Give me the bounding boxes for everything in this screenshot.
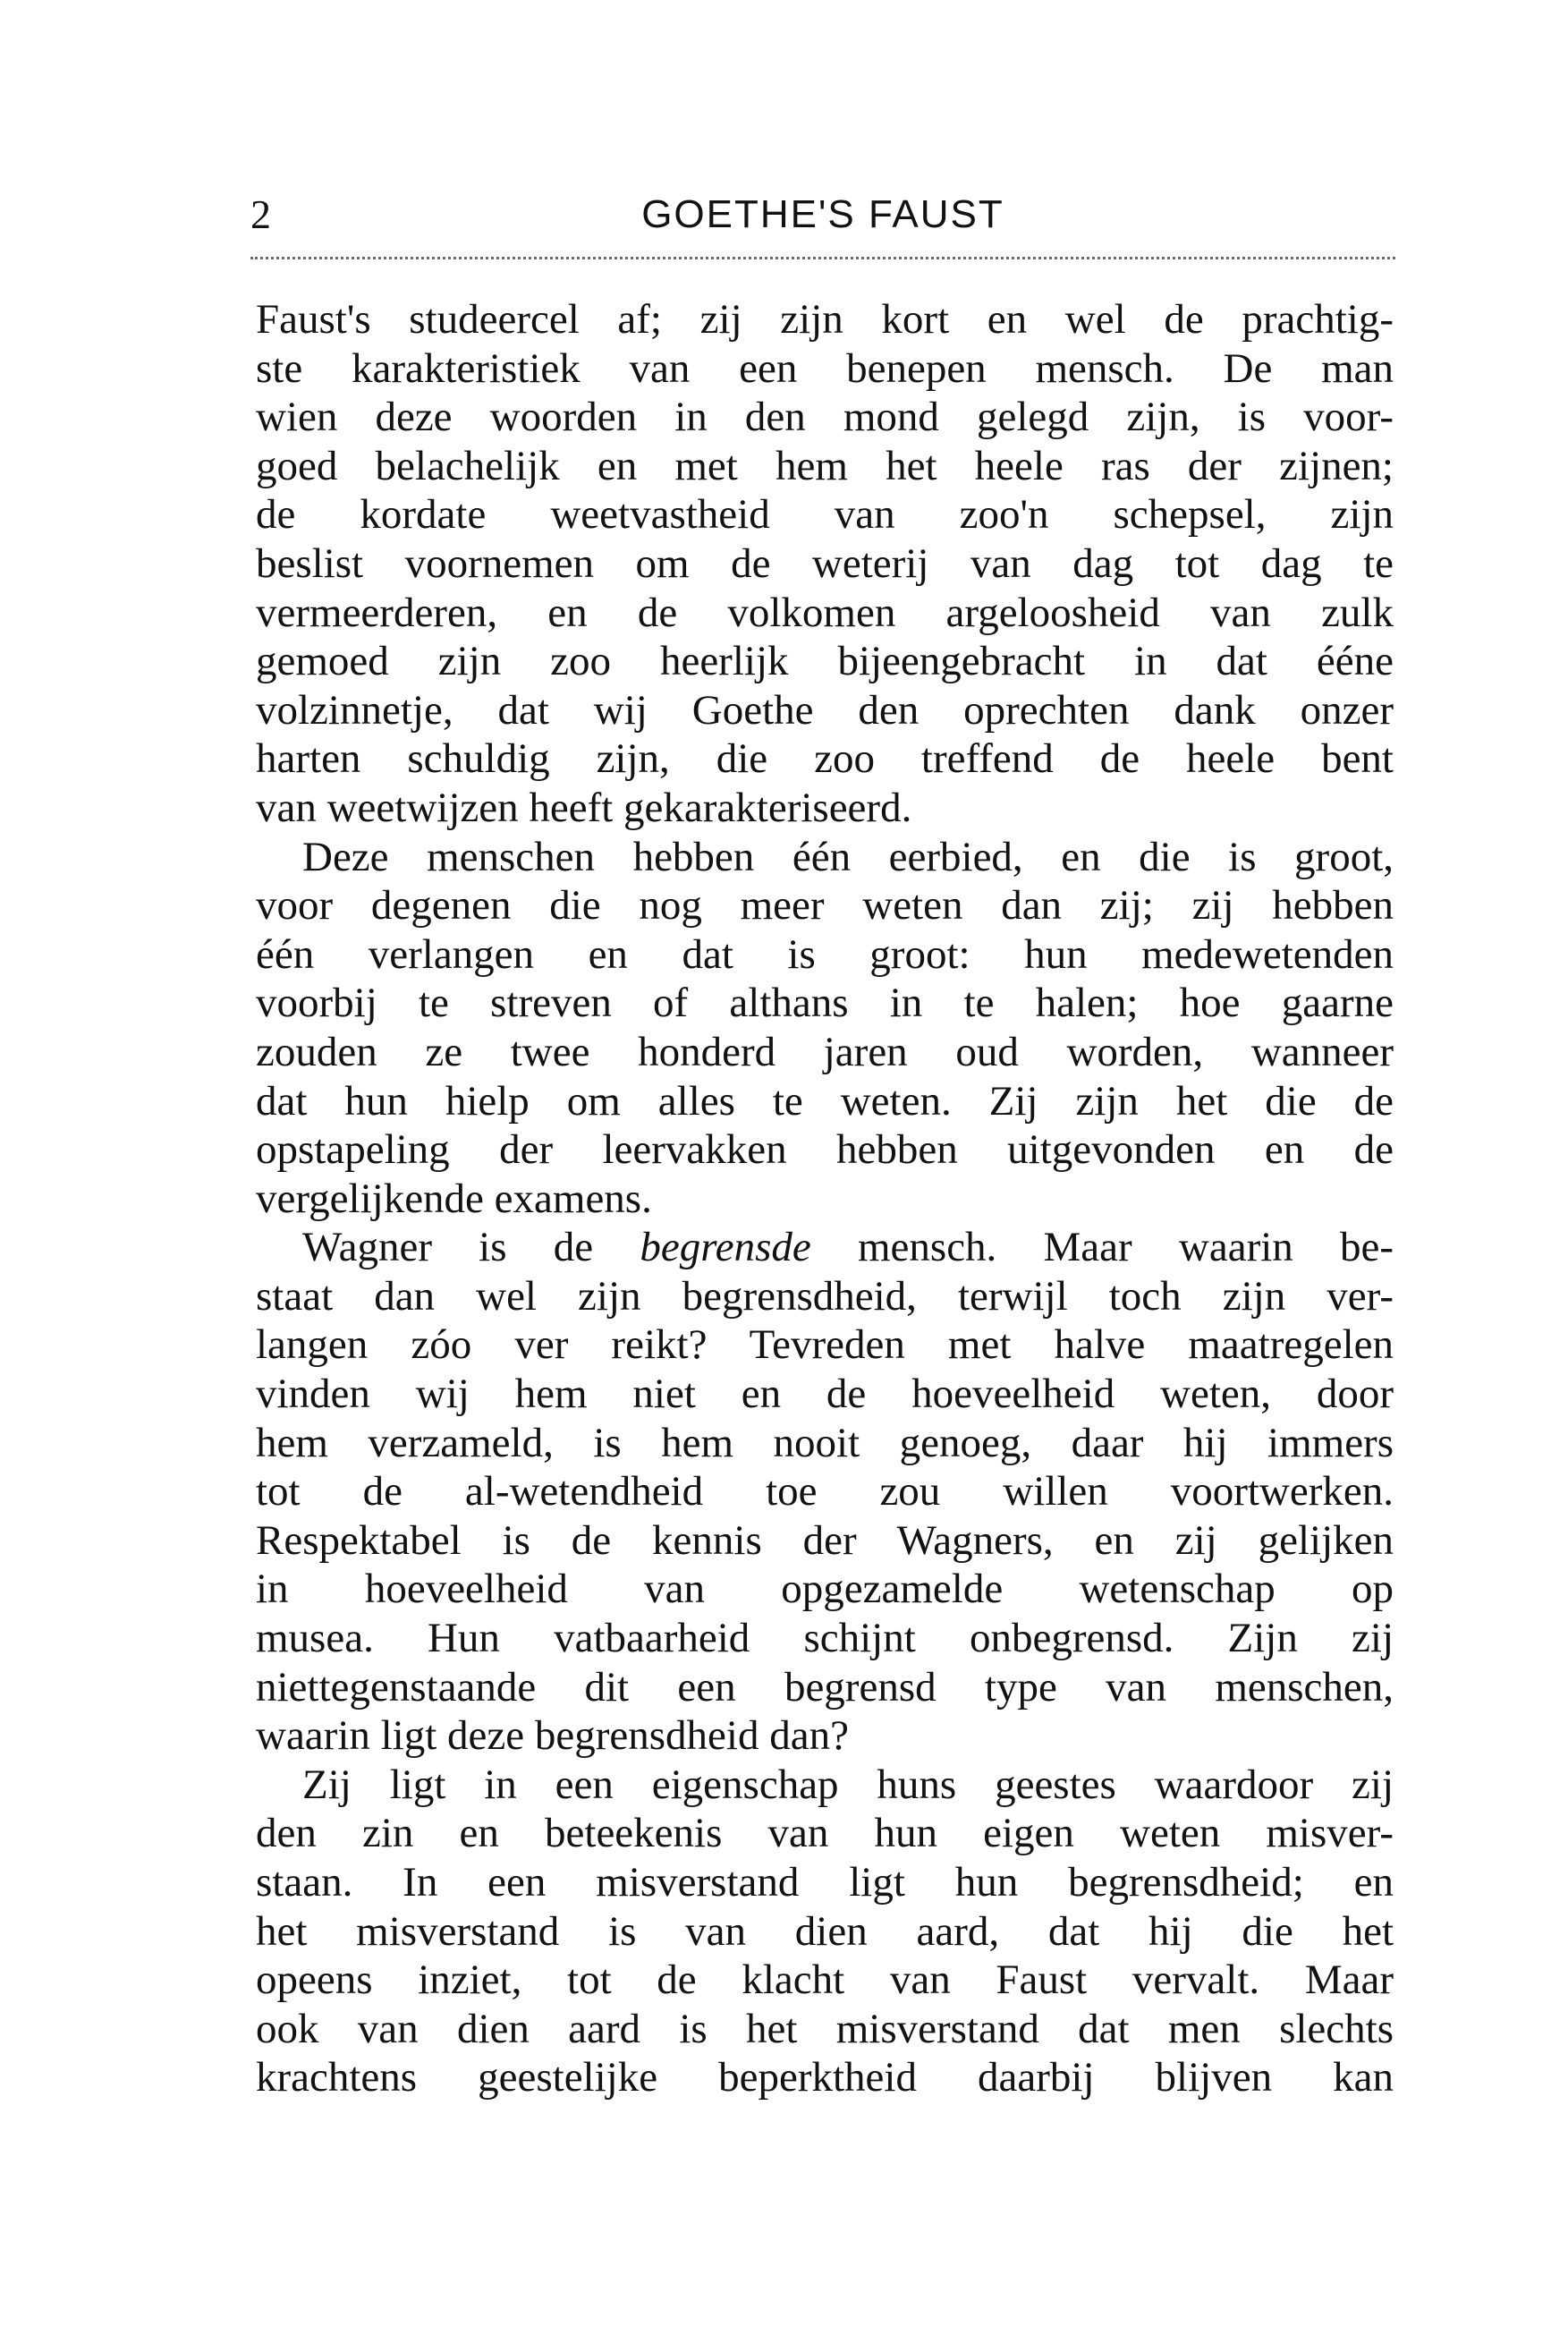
text-line: hem verzameld, is hem nooit genoeg, daar hij immers <box>256 1419 1394 1466</box>
text-line: musea. Hun vatbaarheid schijnt onbegrensd. Zijn zij <box>256 1615 1394 1662</box>
text-line: den zin en beteekenis van hun eigen weten misver- <box>256 1810 1394 1857</box>
header-rule <box>250 257 1395 259</box>
text-line: volzinnetje, dat wij Goethe den oprechten dank onzer <box>256 686 1394 734</box>
paragraph-end-line: waarin ligt deze begrensdheid dan? <box>256 1712 849 1760</box>
italic-emphasis: begrensde <box>640 1224 811 1271</box>
text-run: Wagner is de <box>302 1224 640 1271</box>
text-line: krachtens geestelijke beperktheid daarbij blijven kan <box>256 2054 1394 2101</box>
text-line: Respektabel is de kennis der Wagners, en zij gelijken <box>256 1516 1394 1564</box>
text-line: staan. In een misverstand ligt hun begrensdheid; en <box>256 1859 1394 1906</box>
text-line: tot de al-wetendheid toe zou willen voortwerken. <box>256 1468 1394 1515</box>
text-line: langen zóo ver reikt? Tevreden met halve maatregelen <box>256 1321 1394 1369</box>
text-line: dat hun hielp om alles te weten. Zij zijn het die de <box>256 1077 1394 1125</box>
text-line: één verlangen en dat is groot: hun medewetenden <box>256 930 1394 978</box>
text-line: vermeerderen, en de volkomen argeloosheid van zulk <box>256 589 1394 636</box>
text-line: wien deze woorden in den mond gelegd zijn, is voor- <box>256 394 1394 441</box>
paragraph-end-line: vergelijkende examens. <box>256 1175 652 1222</box>
text-line: niettegenstaande dit een begrensd type van menschen, <box>256 1663 1394 1711</box>
paragraph-start-line: Deze menschen hebben één eerbied, en die is groot, <box>302 833 1394 880</box>
page-header <box>250 183 1395 246</box>
text-line: ste karakteristiek van een benepen mensch. De man <box>256 344 1394 392</box>
running-title: GOETHE'S FAUST <box>641 192 1004 236</box>
text-line: Faust's studeercel af; zij zijn kort en wel de prachtig- <box>256 296 1394 343</box>
text-run: mensch. Maar waarin be- <box>810 1224 1394 1271</box>
page-number: 2 <box>250 191 271 237</box>
paragraph-start-line <box>256 1223 1394 1272</box>
text-line: zouden ze twee honderd jaren oud worden, wanneer <box>256 1028 1394 1075</box>
text-line: gemoed zijn zoo heerlijk bijeengebracht in dat ééne <box>256 638 1394 685</box>
text-line: beslist voornemen om de weterij van dag tot dag te <box>256 539 1394 587</box>
text-line: ook van dien aard is het misverstand dat men slechts <box>256 2005 1394 2052</box>
text-line: voor degenen die nog meer weten dan zij; zij hebben <box>256 882 1394 930</box>
body-text <box>256 295 1394 2102</box>
text-line: het misverstand is van dien aard, dat hij die het <box>256 1907 1394 1955</box>
text-line: opstapeling der leervakken hebben uitgevonden en de <box>256 1126 1394 1174</box>
text-line: goed belachelijk en met hem het heele ras der zijnen; <box>256 442 1394 489</box>
text-line: de kordate weetvastheid van zoo'n schepsel, zijn <box>256 491 1394 539</box>
text-line: vinden wij hem niet en de hoeveelheid weten, door <box>256 1371 1394 1418</box>
text-line: opeens inziet, tot de klacht van Faust vervalt. Maar <box>256 1957 1394 2004</box>
text-line: voorbij te streven of althans in te halen; hoe gaarne <box>256 980 1394 1027</box>
text-line: staat dan wel zijn begrensdheid, terwijl toch zijn ver- <box>256 1272 1394 1320</box>
text-line: harten schuldig zijn, die zoo treffend de heele bent <box>256 735 1394 783</box>
text-line: in hoeveelheid van opgezamelde wetenschap op <box>256 1566 1394 1613</box>
paragraph-start-line: Zij ligt in een eigenschap huns geestes waardoor zij <box>302 1761 1394 1808</box>
paragraph-end-line: van weetwijzen heeft gekarakteriseerd. <box>256 784 912 831</box>
